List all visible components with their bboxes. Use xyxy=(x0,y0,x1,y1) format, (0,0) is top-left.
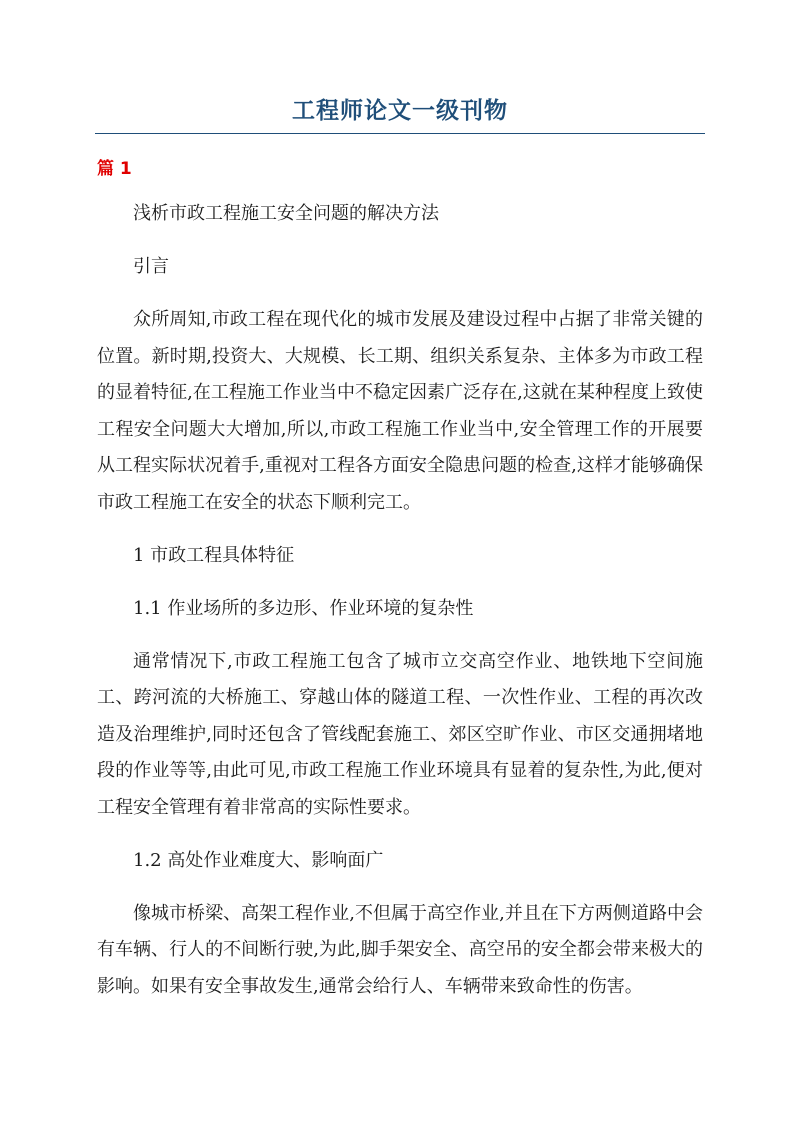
body-paragraph: 众所周知,市政工程在现代化的城市发展及建设过程中占据了非常关键的位置。新时期,投资大、大规模、长工期、组织关系复杂、主体多为市政工程的显着特征,在工程施工作业当中不稳定因素广泛存在,这就在某种程度上致使工程安全问题大大增加,所以,市政工程施工作业当中,安全管理工作的开展要从工程实际状况着手,重视对工程各方面安全隐患问题的检查,这样才能够确保市政工程施工在安全的状态下顺利完工。 xyxy=(97,309,703,513)
article-title: 浅析市政工程施工安全问题的解决方法 xyxy=(133,203,439,224)
body-paragraph: 像城市桥梁、高架工程作业,不但属于高空作业,并且在下方两侧道路中会有车辆、行人的不间断行驶,为此,脚手架安全、高空吊的安全都会带来极大的影响。如果有安全事故发生,通常会给行人、车辆带来致命性的伤害。 xyxy=(97,902,703,997)
heading-section-1-2: 1.2 高处作业难度大、影响面广 xyxy=(133,849,384,871)
document-body xyxy=(97,196,703,1005)
heading-section-1: 1 市政工程具体特征 xyxy=(133,544,295,566)
heading-section-1-1: 1.1 作业场所的多边形、作业环境的复杂性 xyxy=(133,597,474,619)
document-title: 工程师论文一级刊物 xyxy=(292,97,508,124)
section-label: 篇 1 xyxy=(97,159,132,179)
heading-introduction: 引言 xyxy=(133,256,169,277)
title-divider xyxy=(95,133,705,134)
body-paragraph: 通常情况下,市政工程施工包含了城市立交高空作业、地铁地下空间施工、跨河流的大桥施工、穿越山体的隧道工程、一次性作业、工程的再次改造及治理维护,同时还包含了管线配套施工、郊区空旷作业、市区交通拥堵地段的作业等等,由此可见,市政工程施工作业环境具有显着的复杂性,为此,便对工程安全管理有着非常高的实际性要求。 xyxy=(97,650,703,818)
